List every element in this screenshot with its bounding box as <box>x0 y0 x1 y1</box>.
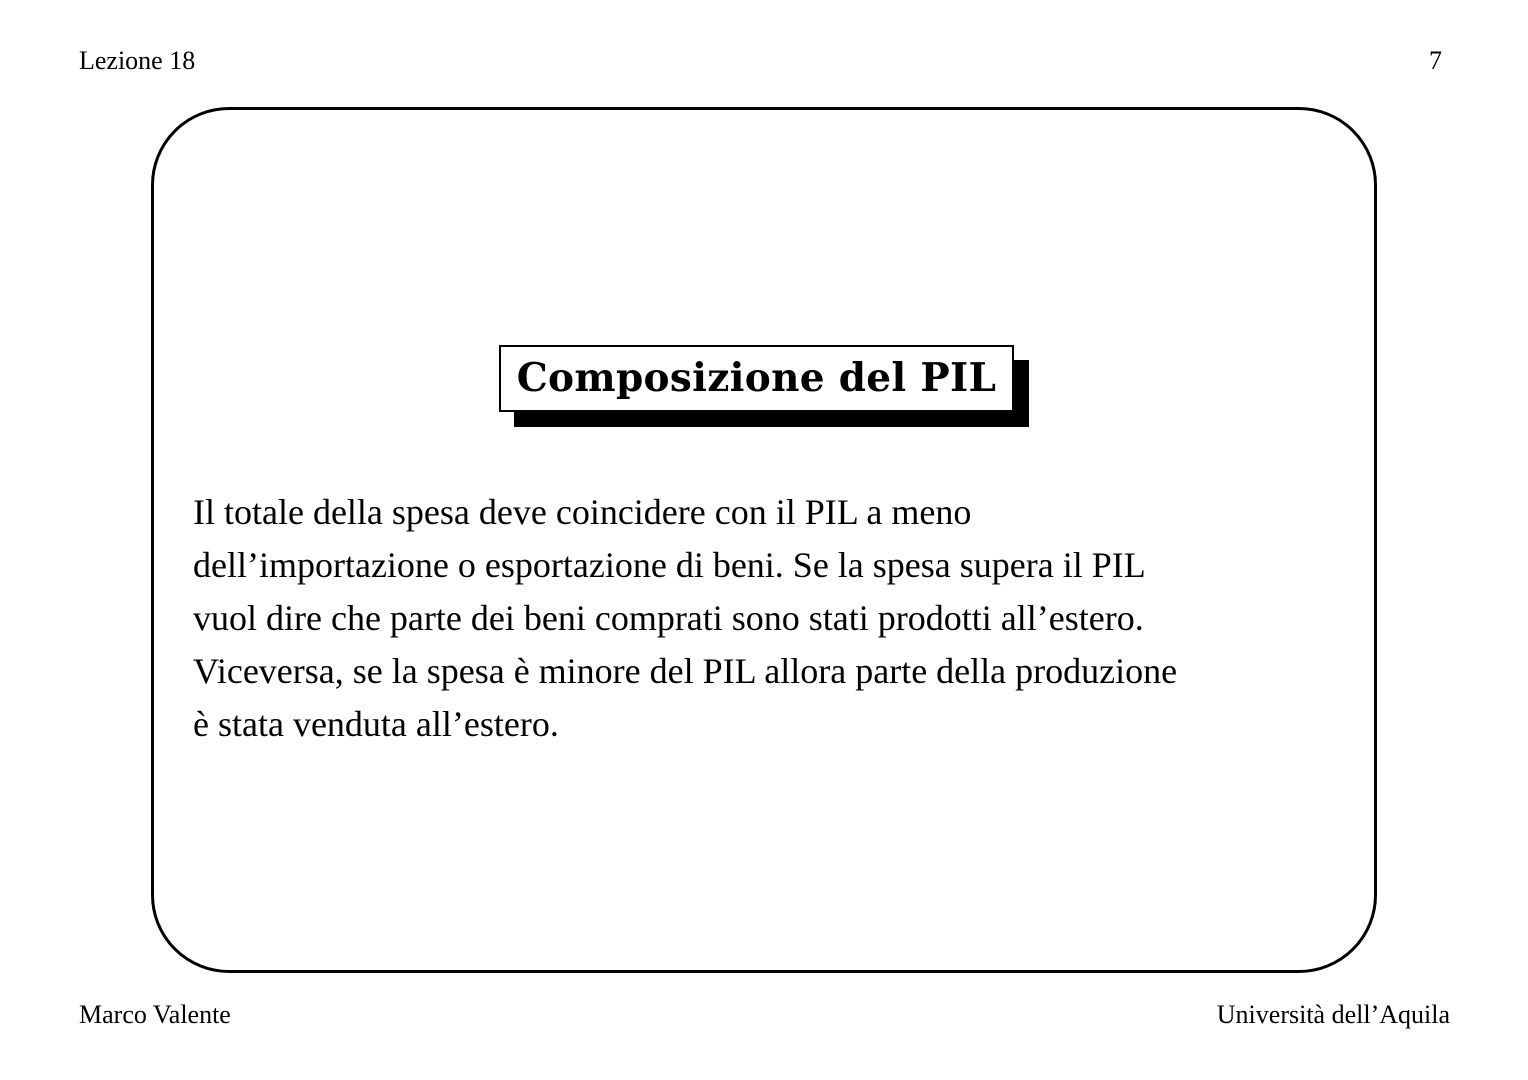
page-number: 7 <box>1429 46 1442 75</box>
slide-title-box <box>499 345 1014 412</box>
author-name: Marco Valente <box>79 1000 231 1029</box>
body-line: Il totale della spesa deve coincidere con il PIL a meno <box>193 492 972 532</box>
body-line: vuol dire che parte dei beni comprati sono stati prodotti all’estero. <box>193 598 1144 638</box>
body-line: Viceversa, se la spesa è minore del PIL allora parte della produzione <box>193 651 1178 691</box>
lecture-label: Lezione 18 <box>79 46 196 75</box>
slide-body <box>193 486 1353 751</box>
slide-title: Composizione del PIL <box>516 355 997 401</box>
institution-name: Università dell’Aquila <box>1216 1000 1450 1029</box>
body-line: dell’importazione o esportazione di beni. Se la spesa supera il PIL <box>193 545 1146 585</box>
body-line: è stata venduta all’estero. <box>193 704 559 744</box>
title-frame <box>499 345 1014 412</box>
